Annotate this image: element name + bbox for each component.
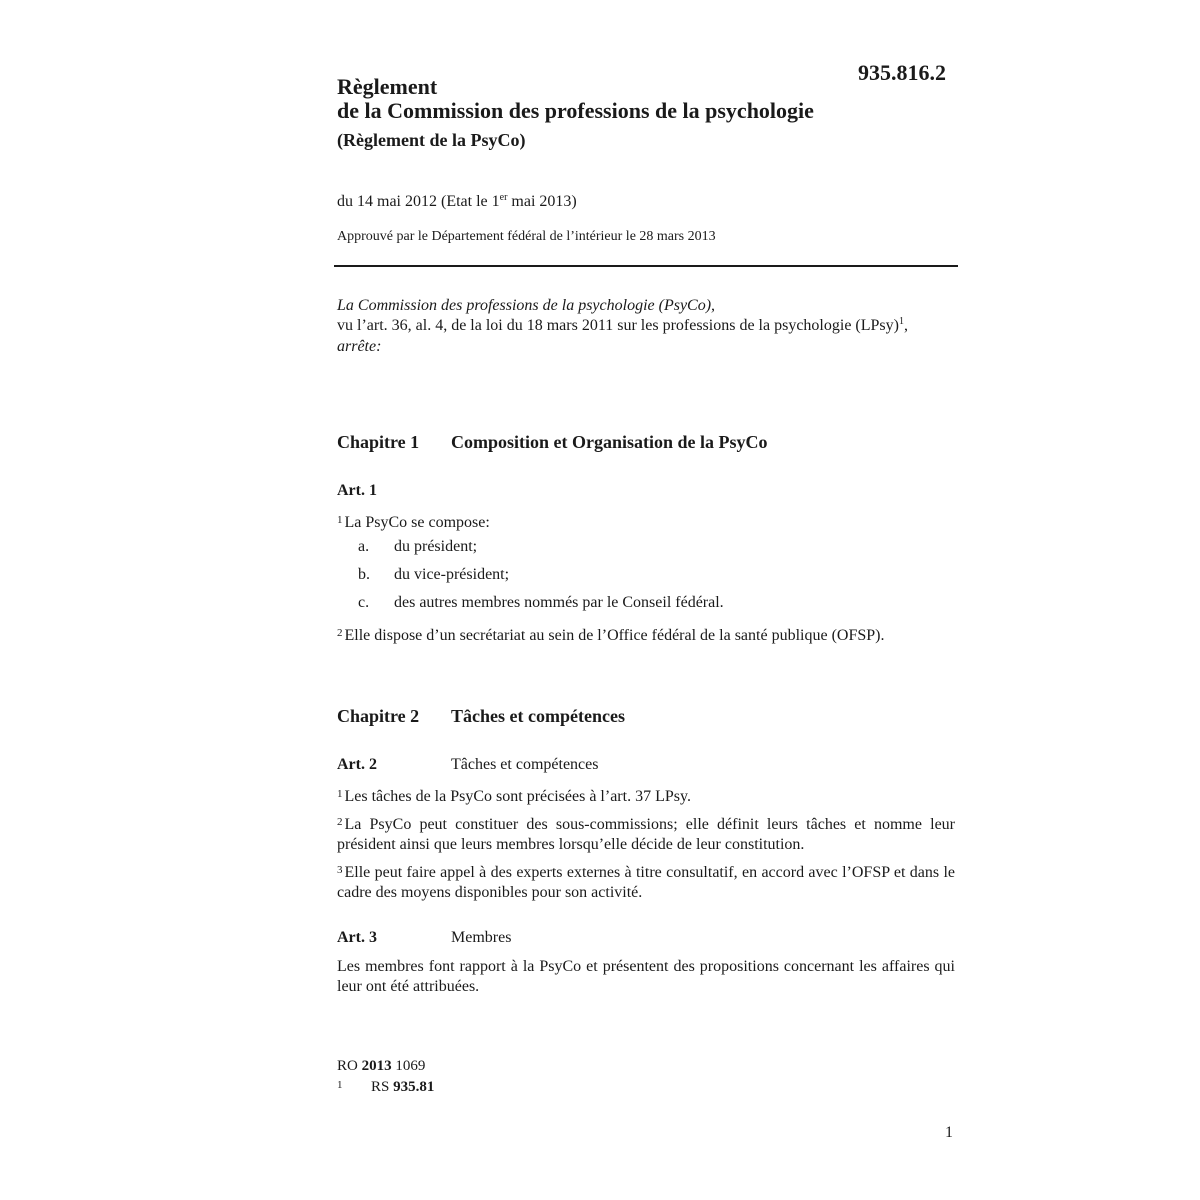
document-title-line-2: de la Commission des professions de la psychologie [337, 98, 814, 123]
article-label: Art. 2 [337, 756, 377, 773]
article-2-paragraph-3 [337, 860, 955, 903]
chapter-title: Composition et Organisation de la PsyCo [451, 432, 768, 452]
page-number: 1 [945, 1124, 953, 1141]
paragraph-text: La PsyCo se compose: [344, 514, 490, 531]
header-divider [334, 265, 958, 267]
footnote-1 [337, 1079, 434, 1096]
list-item [358, 594, 724, 612]
preamble-basis-text: vu l’art. 36, al. 4, de la loi du 18 mars 2011 sur les professions de la psychologie (LPsy) [337, 317, 899, 334]
paragraph-text: Les tâches de la PsyCo sont précisées à l’art. 37 LPsy. [344, 788, 691, 805]
date-prefix: du 14 mai 2012 (Etat le 1 [337, 193, 500, 210]
chapter-2-heading [337, 706, 625, 727]
chapter-title: Tâches et compétences [451, 706, 625, 726]
date-suffix: mai 2013) [507, 193, 577, 210]
article-title: Membres [451, 929, 512, 946]
preamble-basis-end: , [903, 317, 908, 334]
article-label: Art. 3 [337, 929, 377, 946]
article-2-paragraph-1 [337, 784, 955, 807]
preamble-authority: La Commission des professions de la psychologie (PsyCo), [337, 297, 716, 314]
article-2-paragraph-2 [337, 812, 955, 855]
ro-page: 1069 [395, 1058, 426, 1074]
date-superscript: er [499, 192, 508, 203]
chapter-label: Chapitre 1 [337, 432, 420, 452]
document-short-title: (Règlement de la PsyCo) [337, 130, 526, 150]
list-letter: c. [358, 594, 370, 611]
document-title: Règlement [337, 74, 438, 99]
paragraph-number: 3 [337, 864, 343, 876]
official-compilation-ref [337, 1058, 425, 1075]
list-letter: b. [358, 566, 370, 583]
paragraph-text: Elle dispose d’un secrétariat au sein de l’Office fédéral de la santé publique (OFSP). [344, 627, 885, 644]
chapter-label: Chapitre 2 [337, 706, 420, 726]
list-text: des autres membres nommés par le Conseil fédéral. [394, 594, 724, 611]
article-label: Art. 1 [337, 482, 377, 499]
article-title: Tâches et compétences [451, 756, 599, 773]
ro-prefix: RO [337, 1058, 358, 1074]
approval-note: Approuvé par le Département fédéral de l’intérieur le 28 mars 2013 [337, 229, 716, 244]
list-item [358, 538, 477, 556]
list-text: du vice-président; [394, 566, 510, 583]
article-1-heading [337, 482, 451, 500]
rs-prefix: RS [371, 1079, 390, 1095]
ro-year: 2013 [361, 1058, 392, 1074]
list-text: du président; [394, 538, 478, 555]
footnote-mark: 1 [337, 1079, 343, 1091]
article-3-paragraph: Les membres font rapport à la PsyCo et présentent des propositions concernant les affaires qui leur ont été attribuées. [337, 958, 955, 995]
rs-number: 935.816.2 [858, 60, 946, 85]
footnote-ref[interactable]: 1 [898, 316, 904, 327]
paragraph-number: 2 [337, 816, 343, 828]
rs-reference[interactable]: 935.81 [393, 1079, 435, 1095]
article-1-paragraph-2 [337, 623, 955, 646]
article-2-heading [337, 756, 598, 774]
preamble [337, 296, 955, 357]
paragraph-number: 1 [337, 514, 343, 526]
paragraph-text: Elle peut faire appel à des experts externes à titre consultatif, en accord avec l’OFSP et dans le cadre des moyens disponibles pour son activité. [337, 864, 955, 901]
preamble-basis [337, 316, 955, 336]
paragraph-number: 2 [337, 627, 343, 639]
date-line [337, 193, 577, 211]
list-item [358, 566, 509, 584]
article-1-paragraph-1 [337, 510, 955, 533]
paragraph-text: La PsyCo peut constituer des sous-commissions; elle définit leurs tâches et nomme leur président ainsi que leurs membres lorsqu’elle décide de leur constitution. [337, 816, 955, 853]
paragraph-number: 1 [337, 788, 343, 800]
list-letter: a. [358, 538, 370, 555]
preamble-decree: arrête: [337, 338, 382, 355]
chapter-1-heading [337, 432, 768, 453]
article-3-heading [337, 929, 511, 947]
